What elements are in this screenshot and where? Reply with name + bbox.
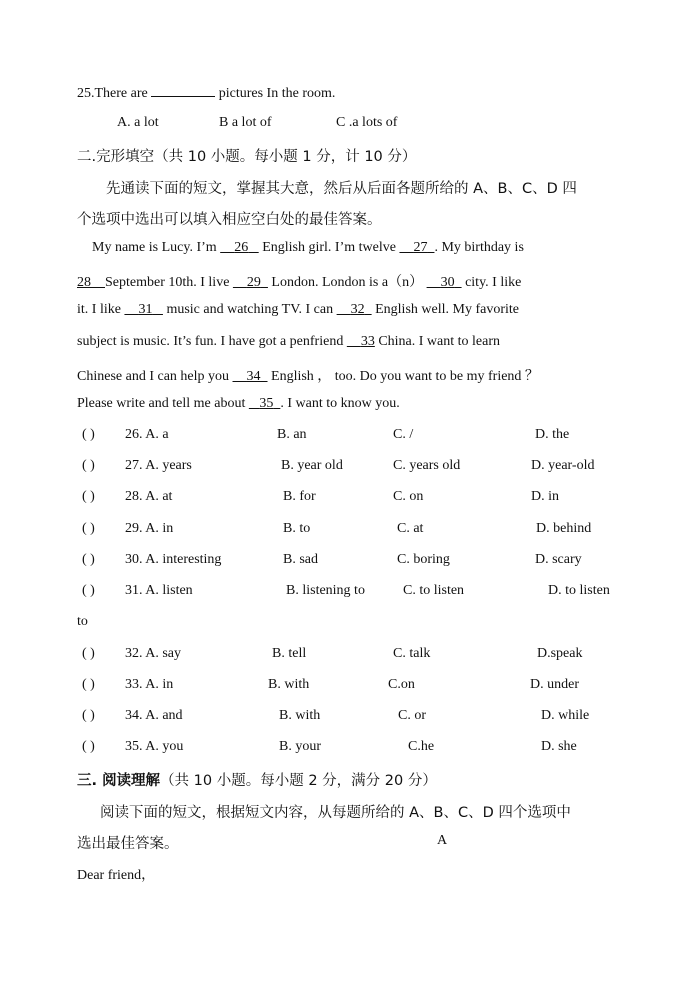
question-option-d: D. behind <box>536 521 592 536</box>
passage-text: London. London is a（n） <box>271 275 424 290</box>
question-option-b: B. sad <box>283 552 318 567</box>
answer-paren[interactable]: ( ) <box>82 583 95 598</box>
question-option-b: B. for <box>283 489 316 504</box>
section3-score-note: （共 10 小题。每小题 2 分，满分 20 分） <box>160 773 437 789</box>
question-option-c: C. or <box>398 708 426 723</box>
question-option-a: 28. A. at <box>125 489 173 504</box>
question-option-c: C. to listen <box>403 583 465 598</box>
passage-line-6 <box>77 396 400 412</box>
blank-26: 26 <box>234 240 249 255</box>
blank-31: 31 <box>138 302 153 317</box>
question-option-b: B. year old <box>281 458 343 473</box>
section3-title <box>77 769 437 790</box>
question-option-c: C. at <box>397 521 424 536</box>
question-option-d: D. scary <box>535 552 582 567</box>
question-wrap-text: to <box>77 614 88 629</box>
question-option-d: D. to listen <box>548 583 610 598</box>
question-option-d: D. she <box>541 739 577 754</box>
section3-number: 三. <box>77 773 103 789</box>
q25-stem <box>77 84 335 102</box>
passage-line-1 <box>92 240 524 256</box>
passage-line-2 <box>77 271 521 291</box>
question-option-c: C. on <box>393 489 424 504</box>
question-option-b: B. listening to <box>286 583 365 598</box>
section2-instruction-2: 个选项中选出可以填入相应空白处的最佳答案。 <box>77 212 382 228</box>
answer-paren[interactable]: ( ) <box>82 739 95 754</box>
passage-label: A <box>437 833 448 848</box>
passage-text: . My birthday is <box>434 240 524 255</box>
question-option-a: 33. A. in <box>125 677 174 692</box>
question-option-d: D. under <box>530 677 579 692</box>
blank-29: 29 <box>246 275 261 290</box>
question-option-b: B. your <box>279 739 321 754</box>
answer-paren[interactable]: ( ) <box>82 708 95 723</box>
question-option-c: C. years old <box>393 458 461 473</box>
passage-line-3 <box>77 302 519 318</box>
blank-33: 33 <box>360 334 375 349</box>
passage-text: My name is Lucy. I’m <box>92 240 217 255</box>
q25-stem-post: pictures In the room. <box>218 86 336 101</box>
question-option-d: D. year-old <box>531 458 595 473</box>
passage-text: . I want to know you. <box>280 396 400 411</box>
q25-option-c: C .a lots of <box>336 115 398 130</box>
passage-text: September 10th. I live <box>105 275 230 290</box>
blank-30: 30 <box>440 275 455 290</box>
passage-text: English well. My favorite <box>375 302 519 317</box>
question-option-a: 35. A. you <box>125 739 184 754</box>
q25-stem-pre: 25.There are <box>77 86 148 101</box>
passage-text: English girl. I’m twelve <box>262 240 396 255</box>
question-option-a: 32. A. say <box>125 646 181 661</box>
blank-34: 34 <box>246 369 261 384</box>
answer-paren[interactable]: ( ) <box>82 458 95 473</box>
answer-paren[interactable]: ( ) <box>82 646 95 661</box>
section2-instruction-1: 先通读下面的短文，掌握其大意，然后从后面各题所给的 A、B、C、D 四 <box>106 181 577 197</box>
blank-27: 27 <box>413 240 428 255</box>
passage-text: it. I like <box>77 302 121 317</box>
q25-blank <box>151 84 215 97</box>
blank-35: 35 <box>259 396 274 411</box>
question-option-d: D. the <box>535 427 570 442</box>
question-option-b: B. an <box>277 427 307 442</box>
question-option-a: 29. A. in <box>125 521 174 536</box>
section3-instruction-1: 阅读下面的短文，根据短文内容，从每题所给的 A、B、C、D 四个选项中 <box>100 805 571 821</box>
section3-instruction-2: 选出最佳答案。 <box>77 836 179 852</box>
answer-paren[interactable]: ( ) <box>82 521 95 536</box>
passage-text: China. I want to learn <box>378 334 501 349</box>
passage-text: subject is music. It’s fun. I have got a penfriend <box>77 334 344 349</box>
question-option-b: B. with <box>268 677 310 692</box>
question-option-a: 26. A. a <box>125 427 169 442</box>
passage-line-5 <box>77 365 539 385</box>
question-option-b: B. with <box>279 708 321 723</box>
question-option-b: B. to <box>283 521 311 536</box>
question-option-a: 31. A. listen <box>125 583 193 598</box>
question-option-c: C.on <box>388 677 415 692</box>
section2-title: 二.完形填空（共 10 小题。每小题 1 分，计 10 分） <box>77 149 417 165</box>
question-option-a: 30. A. interesting <box>125 552 222 567</box>
passage-text: city. I like <box>465 275 522 290</box>
question-option-c: C.he <box>408 739 435 754</box>
answer-paren[interactable]: ( ) <box>82 489 95 504</box>
letter-greeting: Dear friend， <box>77 868 156 883</box>
question-option-d: D.speak <box>537 646 583 661</box>
question-option-a: 34. A. and <box>125 708 183 723</box>
q25-option-b: B a lot of <box>219 115 272 130</box>
passage-text: music and watching TV. I can <box>166 302 334 317</box>
passage-line-4 <box>77 334 500 350</box>
passage-text: Chinese and I can help you <box>77 369 230 384</box>
q25-option-a: A. a lot <box>117 115 159 130</box>
answer-paren[interactable]: ( ) <box>82 552 95 567</box>
section3-heading: 阅读理解 <box>102 773 161 789</box>
question-option-c: C. talk <box>393 646 431 661</box>
question-option-c: C. boring <box>397 552 450 567</box>
blank-28: 28 <box>77 275 91 290</box>
answer-paren[interactable]: ( ) <box>82 677 95 692</box>
blank-32: 32 <box>350 302 365 317</box>
passage-text: English ， too. Do you want to be my friend ？ <box>271 369 539 384</box>
question-option-a: 27. A. years <box>125 458 192 473</box>
question-option-d: D. while <box>541 708 590 723</box>
question-option-c: C. / <box>393 427 414 442</box>
answer-paren[interactable]: ( ) <box>82 427 95 442</box>
question-option-d: D. in <box>531 489 559 504</box>
question-option-b: B. tell <box>272 646 307 661</box>
passage-text: Please write and tell me about <box>77 396 246 411</box>
